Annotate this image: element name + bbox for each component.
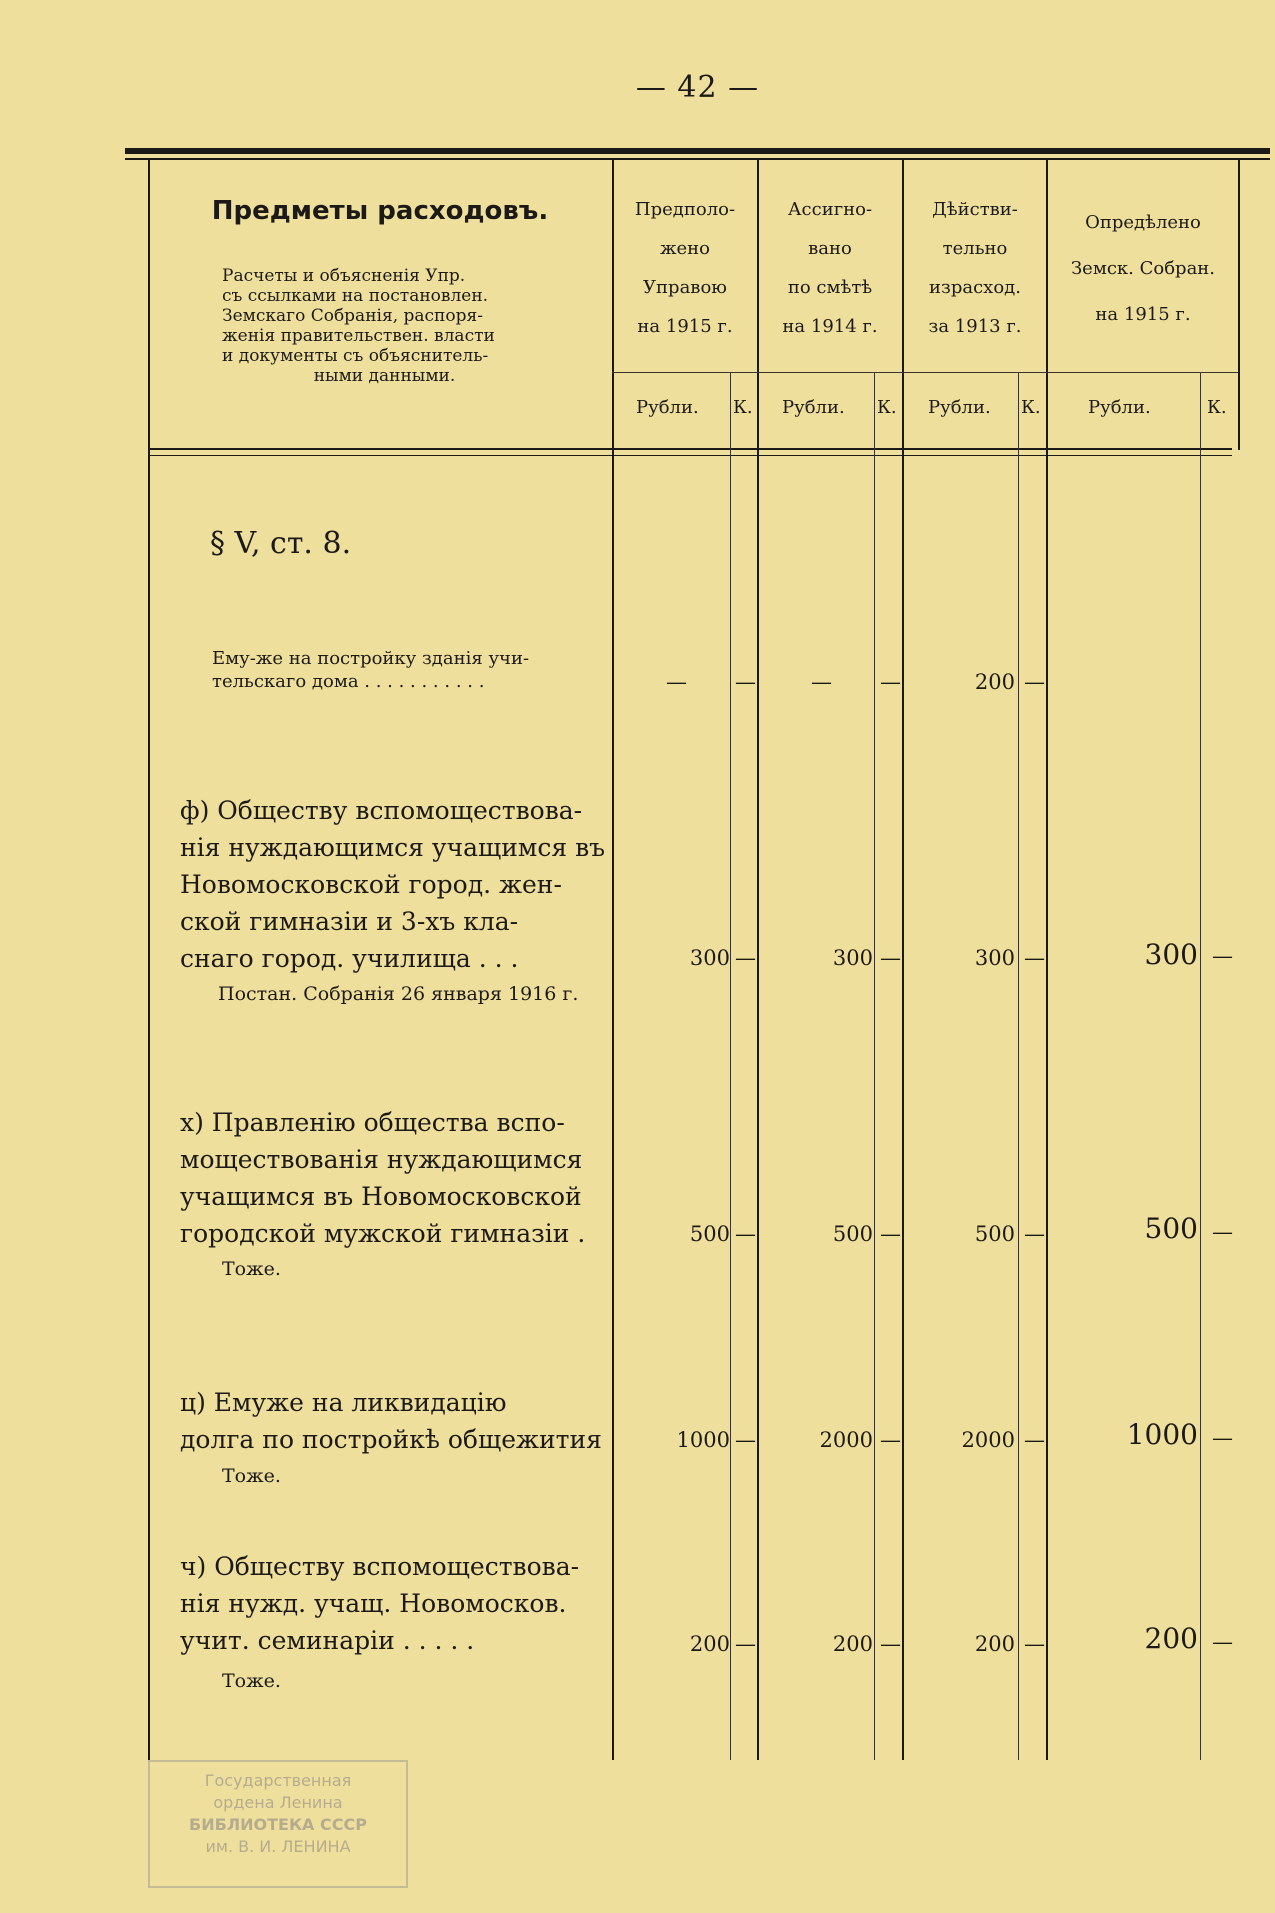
value-cell: 500 bbox=[832, 1222, 873, 1246]
value-cell: 200 bbox=[689, 1632, 730, 1656]
header-title: Предметы расходовъ. bbox=[211, 196, 549, 226]
header-note bbox=[222, 266, 547, 386]
row-text-line: Ему-же на постройку зданія учи- bbox=[212, 648, 530, 669]
kopeck-cell: — bbox=[735, 1632, 756, 1656]
value-cell: 500 bbox=[689, 1222, 730, 1246]
col-header-line: на 1914 г. bbox=[782, 316, 878, 337]
row-text-line: моществованія нуждающимся bbox=[180, 1145, 583, 1174]
body-rule-top bbox=[150, 448, 1232, 450]
col-header-line: Земск. Собран. bbox=[1070, 258, 1216, 279]
row-text-line: Новомосковской город. жен- bbox=[180, 870, 562, 899]
row-text bbox=[180, 1548, 605, 1659]
row-text bbox=[212, 647, 605, 693]
body-rule-top-thin bbox=[150, 455, 1232, 456]
unit-kopecks: К. bbox=[1021, 397, 1041, 418]
value-cell: 300 bbox=[832, 946, 873, 970]
col-header-proposed bbox=[614, 190, 756, 346]
stamp-line: им. В. И. ЛЕНИНА bbox=[205, 1837, 351, 1856]
kop-divider-4 bbox=[1200, 372, 1201, 1760]
kopeck-cell: — bbox=[735, 1428, 756, 1452]
kopeck-cell: — bbox=[1024, 1632, 1045, 1656]
table-left-border bbox=[148, 160, 150, 1760]
kopeck-cell: — bbox=[1024, 1428, 1045, 1452]
kopeck-cell: — bbox=[1024, 946, 1045, 970]
kopeck-cell: — bbox=[1024, 1222, 1045, 1246]
unit-kopecks: К. bbox=[733, 397, 753, 418]
col-header-line: Ассигно- bbox=[787, 199, 873, 220]
unit-rubles: Рубли. bbox=[1088, 397, 1151, 418]
row-text-line: снаго город. училища . . . bbox=[180, 944, 519, 973]
col-header-line: за 1913 г. bbox=[928, 316, 1022, 337]
stamp-line: Государственная bbox=[204, 1771, 352, 1790]
value-cell: 300 bbox=[1144, 938, 1198, 971]
row-text-line: тельскаго дома . . . . . . . . . . . bbox=[212, 671, 485, 692]
col-divider-4 bbox=[1046, 160, 1048, 1760]
kop-divider-1 bbox=[730, 372, 731, 1760]
col-header-line: вано bbox=[808, 238, 852, 259]
row-text-line: нія нужд. учащ. Новомосков. bbox=[180, 1589, 567, 1618]
col-header-line: израсход. bbox=[929, 277, 1021, 298]
kopeck-cell: — bbox=[1212, 944, 1233, 968]
col-header-line: на 1915 г. bbox=[637, 316, 733, 337]
value-cell: 2000 bbox=[961, 1428, 1015, 1452]
header-rule-thin bbox=[125, 158, 1270, 160]
row-text-line: нія нуждающимся учащимся въ bbox=[180, 833, 606, 862]
col-header-determined bbox=[1048, 200, 1238, 338]
kopeck-cell: — bbox=[735, 670, 756, 694]
unit-rubles: Рубли. bbox=[636, 397, 699, 418]
kopeck-cell: — bbox=[735, 946, 756, 970]
row-reference: Постан. Собранія 26 января 1916 г. bbox=[218, 983, 579, 1005]
col-header-line: на 1915 г. bbox=[1095, 304, 1191, 325]
header-note-line: и документы съ объяснитель- bbox=[222, 346, 489, 366]
value-cell: — bbox=[666, 670, 687, 694]
unit-rubles: Рубли. bbox=[782, 397, 845, 418]
kopeck-cell: — bbox=[880, 946, 901, 970]
row-reference: Тоже. bbox=[222, 1670, 281, 1692]
stamp-line: ордена Ленина bbox=[213, 1793, 343, 1812]
header-note-line: съ ссылками на постановлен. bbox=[222, 286, 489, 306]
header-rule-thick bbox=[125, 148, 1270, 154]
kopeck-cell: — bbox=[1212, 1220, 1233, 1244]
kopeck-cell: — bbox=[1212, 1630, 1233, 1654]
col-divider-2 bbox=[757, 160, 759, 1760]
row-text-line: ской гимназіи и 3-хъ кла- bbox=[180, 907, 519, 936]
row-text-line: ф) Обществу вспомоществова- bbox=[180, 796, 583, 825]
unit-kopecks: К. bbox=[877, 397, 897, 418]
col-header-line: Управою bbox=[643, 277, 727, 298]
row-text-line: учащимся въ Новомосковской bbox=[180, 1182, 582, 1211]
col-header-spent bbox=[904, 190, 1046, 346]
header-note-line: Земскаго Собранія, распоря- bbox=[222, 306, 483, 326]
row-text bbox=[180, 1104, 605, 1252]
row-text-line: учит. семинаріи . . . . . bbox=[180, 1626, 475, 1655]
value-cell: 200 bbox=[832, 1632, 873, 1656]
value-cell: 500 bbox=[974, 1222, 1015, 1246]
header-note-line: женія правительствен. власти bbox=[222, 326, 495, 346]
col-divider-1 bbox=[612, 160, 614, 1760]
row-text bbox=[180, 1384, 605, 1458]
row-text-line: ч) Обществу вспомоществова- bbox=[180, 1552, 580, 1581]
value-cell: 500 bbox=[1144, 1212, 1198, 1245]
stamp-line: БИБЛИОТЕКА СССР bbox=[189, 1815, 367, 1834]
row-text bbox=[180, 792, 605, 977]
row-text-line: городской мужской гимназіи . bbox=[180, 1219, 586, 1248]
row-text-line: долга по постройкѣ общежития bbox=[180, 1425, 602, 1454]
row-text-line: х) Правленію общества вспо- bbox=[180, 1108, 565, 1137]
value-cell: 300 bbox=[974, 946, 1015, 970]
col-header-line: Опредѣлено bbox=[1085, 212, 1201, 233]
kop-divider-3 bbox=[1018, 372, 1019, 1760]
kopeck-cell: — bbox=[880, 1222, 901, 1246]
col-header-line: тельно bbox=[942, 238, 1008, 259]
row-text-line: ц) Емуже на ликвидацію bbox=[180, 1388, 507, 1417]
header-note-line: ными данными. bbox=[313, 366, 456, 386]
col-header-assigned bbox=[759, 190, 901, 346]
kopeck-cell: — bbox=[880, 1428, 901, 1452]
kopeck-cell: — bbox=[1212, 1426, 1233, 1450]
row-reference: Тоже. bbox=[222, 1258, 281, 1280]
value-cell: 1000 bbox=[676, 1428, 730, 1452]
col-header-line: Дѣйстви- bbox=[932, 199, 1018, 220]
unit-rubles: Рубли. bbox=[928, 397, 991, 418]
table-right-border bbox=[1238, 160, 1240, 450]
value-cell: 200 bbox=[1144, 1622, 1198, 1655]
kop-divider-2 bbox=[874, 372, 875, 1760]
value-cell: 1000 bbox=[1126, 1418, 1198, 1451]
section-heading: § V, ст. 8. bbox=[210, 526, 352, 561]
unit-kopecks: К. bbox=[1207, 397, 1227, 418]
col-divider-3 bbox=[902, 160, 904, 1760]
col-header-line: жено bbox=[659, 238, 711, 259]
value-cell: 200 bbox=[974, 1632, 1015, 1656]
col-header-line: по смѣтѣ bbox=[787, 277, 873, 298]
header-note-line: Расчеты и объясненія Упр. bbox=[222, 266, 466, 286]
page-number: — 42 — bbox=[635, 70, 760, 105]
value-cell: 300 bbox=[689, 946, 730, 970]
value-cell: 200 bbox=[974, 670, 1015, 694]
kopeck-cell: — bbox=[880, 670, 901, 694]
kopeck-cell: — bbox=[1024, 670, 1045, 694]
value-cell: 2000 bbox=[819, 1428, 873, 1452]
row-reference: Тоже. bbox=[222, 1465, 281, 1487]
value-cell: — bbox=[811, 670, 832, 694]
library-stamp bbox=[148, 1760, 408, 1888]
units-rule bbox=[612, 372, 1238, 373]
kopeck-cell: — bbox=[880, 1632, 901, 1656]
kopeck-cell: — bbox=[735, 1222, 756, 1246]
col-header-line: Предполо- bbox=[634, 199, 736, 220]
